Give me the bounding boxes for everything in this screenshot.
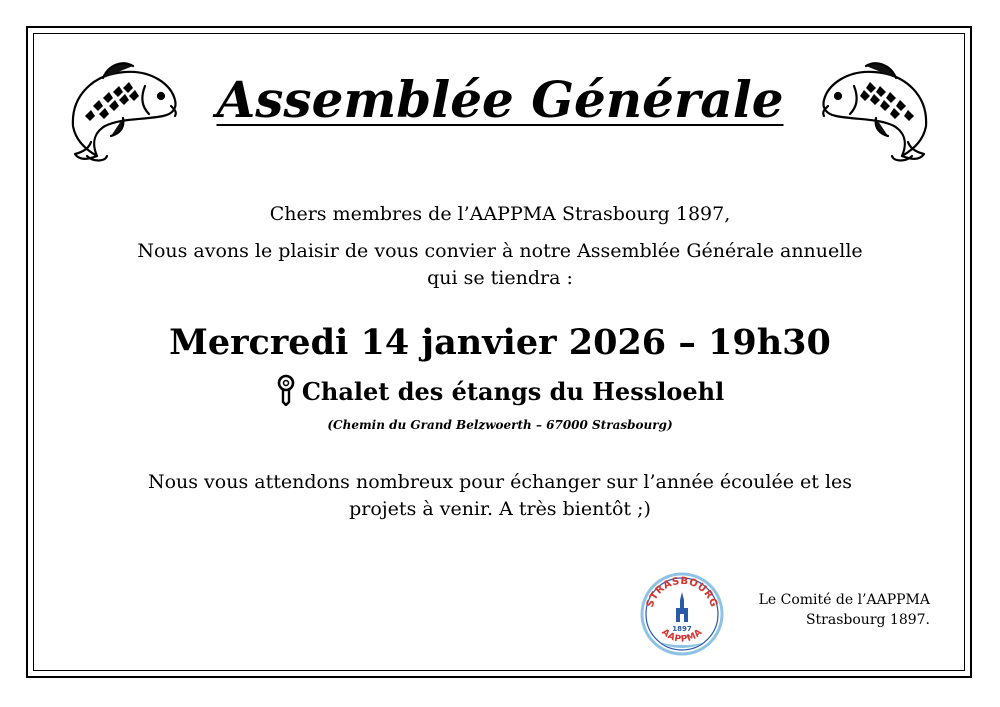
greeting: Chers membres de l’AAPPMA Strasbourg 1897, <box>269 203 731 225</box>
location-pin-icon <box>276 374 296 406</box>
signature-line-2: Strasbourg 1897. <box>805 612 930 628</box>
invitation-line-2: qui se tiendra : <box>427 267 573 289</box>
venue <box>0 374 1000 407</box>
signature-line-1: Le Comité de l’AAPPMA <box>758 592 930 608</box>
venue-name: Chalet des étangs du Hessloehl <box>301 377 725 406</box>
logo-year: 1897 <box>672 625 692 633</box>
closing-line-2: projets à venir. A très bientôt ;) <box>349 498 651 520</box>
venue-address: (Chemin du Grand Belzwoerth – 67000 Strasbourg) <box>327 418 673 432</box>
logo-top-text: STRASBOURG <box>644 575 720 609</box>
logo-bottom-text: AAPPMA <box>659 627 705 645</box>
page-title <box>0 70 1000 130</box>
closing-line-1: Nous vous attendons nombreux pour échanger sur l’année écoulée et les <box>147 471 853 493</box>
page-title-text: Assemblée Générale <box>216 70 784 129</box>
invitation-line-1: Nous avons le plaisir de vous convier à notre Assemblée Générale annuelle <box>137 240 863 262</box>
event-datetime: Mercredi 14 janvier 2026 – 19h30 <box>169 322 831 363</box>
